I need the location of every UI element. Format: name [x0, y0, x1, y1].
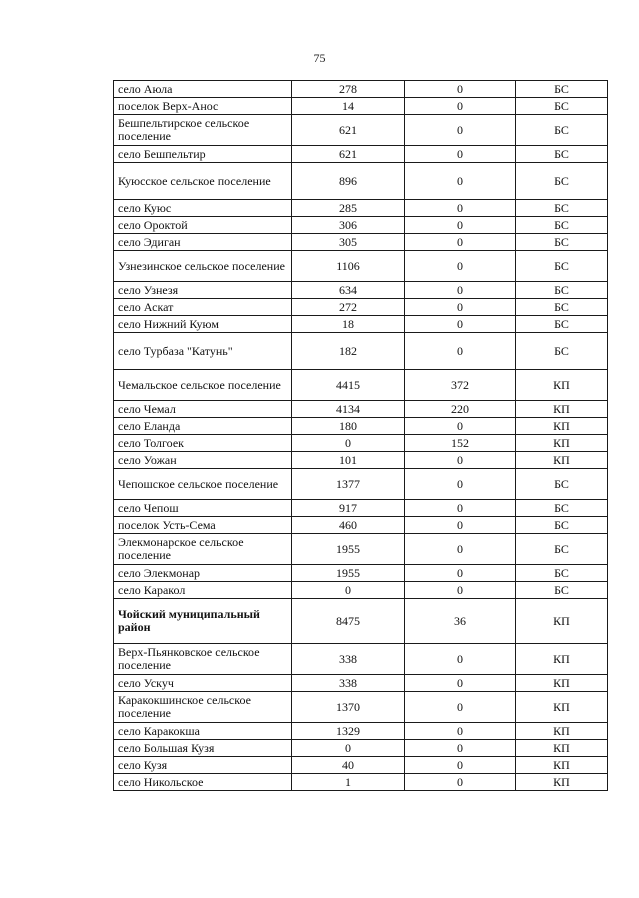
value-cell: 372 — [405, 370, 516, 401]
settlement-name-cell: село Нижний Куюм — [114, 316, 292, 333]
table-row — [114, 299, 608, 316]
table-row — [114, 740, 608, 757]
population-cell: 1 — [292, 774, 405, 791]
category-code-cell: КП — [516, 675, 608, 692]
value-cell: 0 — [405, 517, 516, 534]
population-cell: 0 — [292, 435, 405, 452]
page-number: 75 — [313, 51, 326, 65]
table-row — [114, 370, 608, 401]
settlement-name-cell: Чойский муниципальный район — [114, 599, 292, 644]
population-cell: 338 — [292, 644, 405, 675]
value-cell: 0 — [405, 582, 516, 599]
population-cell: 0 — [292, 582, 405, 599]
table-row — [114, 316, 608, 333]
category-code-cell: БС — [516, 282, 608, 299]
value-cell: 0 — [405, 723, 516, 740]
population-cell: 1106 — [292, 251, 405, 282]
population-cell: 1955 — [292, 534, 405, 565]
value-cell: 0 — [405, 469, 516, 500]
value-cell: 0 — [405, 81, 516, 98]
category-code-cell: БС — [516, 582, 608, 599]
settlement-name-cell: село Аскат — [114, 299, 292, 316]
settlement-name-cell: село Еланда — [114, 418, 292, 435]
table-row — [114, 234, 608, 251]
value-cell: 0 — [405, 251, 516, 282]
population-cell: 272 — [292, 299, 405, 316]
category-code-cell: КП — [516, 692, 608, 723]
value-cell: 0 — [405, 200, 516, 217]
table-row — [114, 517, 608, 534]
table-row — [114, 251, 608, 282]
category-code-cell: КП — [516, 723, 608, 740]
category-code-cell: КП — [516, 401, 608, 418]
population-cell: 896 — [292, 163, 405, 200]
settlement-name-cell: село Уожан — [114, 452, 292, 469]
settlement-name-cell: село Кузя — [114, 757, 292, 774]
population-cell: 18 — [292, 316, 405, 333]
table-row — [114, 469, 608, 500]
value-cell: 0 — [405, 774, 516, 791]
category-code-cell: КП — [516, 435, 608, 452]
settlement-name-cell: поселок Верх-Анос — [114, 98, 292, 115]
category-code-cell: БС — [516, 534, 608, 565]
category-code-cell: БС — [516, 234, 608, 251]
table-row — [114, 98, 608, 115]
population-cell: 1955 — [292, 565, 405, 582]
table-row — [114, 282, 608, 299]
table-row — [114, 500, 608, 517]
population-cell: 14 — [292, 98, 405, 115]
settlement-name-cell: село Ороктой — [114, 217, 292, 234]
settlement-name-cell: село Аюла — [114, 81, 292, 98]
settlements-table — [113, 80, 608, 791]
value-cell: 0 — [405, 740, 516, 757]
settlement-name-cell: село Чемал — [114, 401, 292, 418]
value-cell: 36 — [405, 599, 516, 644]
category-code-cell: БС — [516, 163, 608, 200]
category-code-cell: КП — [516, 774, 608, 791]
population-cell: 1329 — [292, 723, 405, 740]
settlement-name-cell: село Эдиган — [114, 234, 292, 251]
settlement-name-cell: поселок Усть-Сема — [114, 517, 292, 534]
population-cell: 8475 — [292, 599, 405, 644]
settlement-name-cell: Чепошское сельское поселение — [114, 469, 292, 500]
table-row — [114, 115, 608, 146]
category-code-cell: КП — [516, 418, 608, 435]
table-row — [114, 675, 608, 692]
population-cell: 1377 — [292, 469, 405, 500]
value-cell: 0 — [405, 299, 516, 316]
table-row — [114, 534, 608, 565]
population-cell: 0 — [292, 740, 405, 757]
value-cell: 0 — [405, 146, 516, 163]
value-cell: 0 — [405, 217, 516, 234]
table-row — [114, 599, 608, 644]
category-code-cell: КП — [516, 452, 608, 469]
category-code-cell: БС — [516, 333, 608, 370]
value-cell: 0 — [405, 282, 516, 299]
table-row — [114, 81, 608, 98]
value-cell: 0 — [405, 675, 516, 692]
settlement-name-cell: село Узнезя — [114, 282, 292, 299]
population-cell: 278 — [292, 81, 405, 98]
table-row — [114, 692, 608, 723]
table-row — [114, 146, 608, 163]
category-code-cell: БС — [516, 565, 608, 582]
population-cell: 621 — [292, 115, 405, 146]
population-cell: 305 — [292, 234, 405, 251]
table-row — [114, 418, 608, 435]
table-row — [114, 565, 608, 582]
value-cell: 0 — [405, 418, 516, 435]
category-code-cell: КП — [516, 757, 608, 774]
population-cell: 917 — [292, 500, 405, 517]
population-cell: 338 — [292, 675, 405, 692]
population-cell: 182 — [292, 333, 405, 370]
settlement-name-cell: село Чепош — [114, 500, 292, 517]
category-code-cell: БС — [516, 299, 608, 316]
population-cell: 285 — [292, 200, 405, 217]
value-cell: 0 — [405, 333, 516, 370]
value-cell: 0 — [405, 98, 516, 115]
table-row — [114, 723, 608, 740]
category-code-cell: КП — [516, 644, 608, 675]
table-row — [114, 401, 608, 418]
population-cell: 1370 — [292, 692, 405, 723]
value-cell: 0 — [405, 692, 516, 723]
category-code-cell: БС — [516, 517, 608, 534]
settlement-name-cell: Верх-Пьянковское сельское поселение — [114, 644, 292, 675]
value-cell: 0 — [405, 115, 516, 146]
category-code-cell: КП — [516, 370, 608, 401]
value-cell: 0 — [405, 234, 516, 251]
settlement-name-cell: село Большая Кузя — [114, 740, 292, 757]
value-cell: 152 — [405, 435, 516, 452]
population-cell: 306 — [292, 217, 405, 234]
category-code-cell: БС — [516, 81, 608, 98]
table-row — [114, 200, 608, 217]
value-cell: 0 — [405, 316, 516, 333]
table-row — [114, 452, 608, 469]
population-cell: 40 — [292, 757, 405, 774]
table-row — [114, 435, 608, 452]
settlement-name-cell: село Куюс — [114, 200, 292, 217]
category-code-cell: БС — [516, 200, 608, 217]
table-row — [114, 163, 608, 200]
settlement-name-cell: село Бешпельтир — [114, 146, 292, 163]
population-cell: 460 — [292, 517, 405, 534]
table-body — [114, 81, 608, 791]
settlement-name-cell: Элекмонарское сельское поселение — [114, 534, 292, 565]
category-code-cell: БС — [516, 469, 608, 500]
settlement-name-cell: Куюсское сельское поселение — [114, 163, 292, 200]
category-code-cell: БС — [516, 316, 608, 333]
category-code-cell: КП — [516, 599, 608, 644]
settlement-name-cell: село Толгоек — [114, 435, 292, 452]
value-cell: 0 — [405, 757, 516, 774]
category-code-cell: БС — [516, 251, 608, 282]
table-row — [114, 774, 608, 791]
settlement-name-cell: село Элекмонар — [114, 565, 292, 582]
value-cell: 0 — [405, 452, 516, 469]
settlement-name-cell: село Ускуч — [114, 675, 292, 692]
table-row — [114, 333, 608, 370]
category-code-cell: КП — [516, 740, 608, 757]
settlement-name-cell: Каракокшинское сельское поселение — [114, 692, 292, 723]
population-cell: 101 — [292, 452, 405, 469]
value-cell: 0 — [405, 534, 516, 565]
category-code-cell: БС — [516, 146, 608, 163]
category-code-cell: БС — [516, 98, 608, 115]
category-code-cell: БС — [516, 217, 608, 234]
settlement-name-cell: село Каракокша — [114, 723, 292, 740]
table-row — [114, 644, 608, 675]
settlement-name-cell: Чемальское сельское поселение — [114, 370, 292, 401]
settlement-name-cell: Узнезинское сельское поселение — [114, 251, 292, 282]
settlement-name-cell: Бешпельтирское сельское поселение — [114, 115, 292, 146]
table-row — [114, 582, 608, 599]
table-row — [114, 217, 608, 234]
category-code-cell: БС — [516, 115, 608, 146]
value-cell: 0 — [405, 500, 516, 517]
population-cell: 634 — [292, 282, 405, 299]
settlement-name-cell: село Каракол — [114, 582, 292, 599]
value-cell: 0 — [405, 163, 516, 200]
value-cell: 220 — [405, 401, 516, 418]
population-cell: 4134 — [292, 401, 405, 418]
value-cell: 0 — [405, 644, 516, 675]
settlement-name-cell: село Турбаза "Катунь" — [114, 333, 292, 370]
population-cell: 4415 — [292, 370, 405, 401]
value-cell: 0 — [405, 565, 516, 582]
population-cell: 180 — [292, 418, 405, 435]
category-code-cell: БС — [516, 500, 608, 517]
table-row — [114, 757, 608, 774]
settlement-name-cell: село Никольское — [114, 774, 292, 791]
population-cell: 621 — [292, 146, 405, 163]
